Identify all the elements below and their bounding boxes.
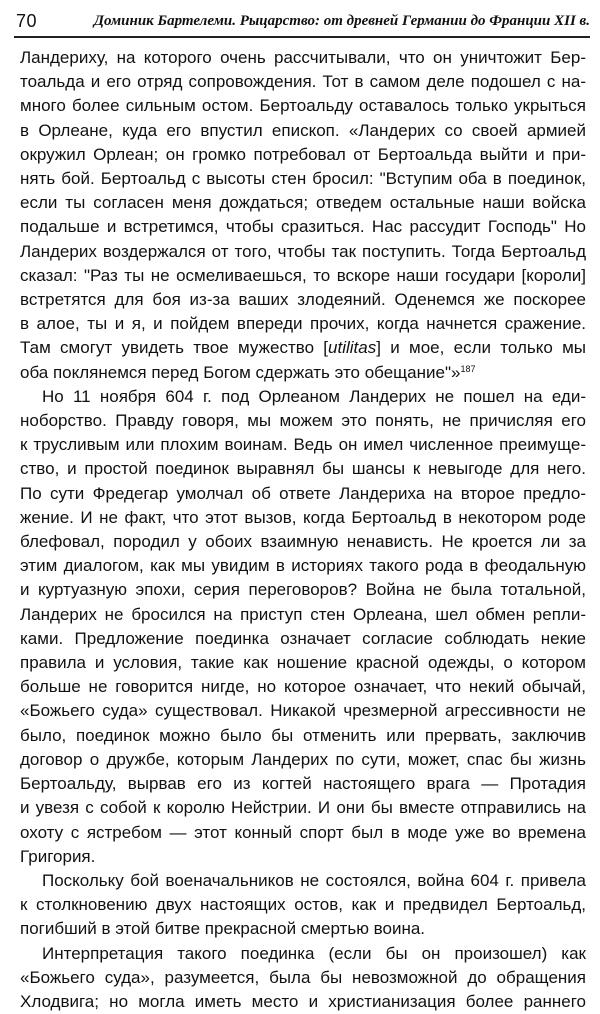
text-line: Интерпретация такого поединка (если бы он произошел) как [42, 943, 586, 963]
text-line: в алое, ты и я, и пойдем впереди прочих, когда начнется сражение. [20, 314, 586, 334]
text-line: Но 11 ноября 604 г. под Орлеаном Ландерих не пошел на еди- [42, 386, 586, 406]
text-line: блефовал, породил у обоих взаимную ненависть. Не кроется ли за [20, 532, 586, 552]
text-line: ками. Предложение поединка означает согласие соблюдать некие [20, 628, 586, 648]
footnote-ref: 187 [460, 363, 476, 374]
text-line: сказал: "Раз ты не осмеливаешься, то вскоре наши государи [короли] [20, 265, 586, 285]
text-line: охоту с ястребом — этот конный спорт был в моде уже во времена [20, 822, 586, 842]
text-line-quote-end [20, 361, 586, 385]
text-line: Хлодвига; но могла иметь место и христианизация более раннего [20, 991, 586, 1011]
text-line: в Орлеане, куда его впустил епископ. «Ландерих со своей армией [20, 120, 586, 140]
text-line: погибший в этой битве прекрасной смертью воина. [20, 919, 426, 939]
latin-term: utilitas [328, 338, 377, 358]
text-segment: оба поклянемся перед Богом сдержать это обещание"» [20, 362, 461, 382]
text-line: Бертоальду, вырвав его из когтей настоящего врага — Протадия [20, 774, 586, 794]
text-segment: Там смогут увидеть твое мужество [ [20, 338, 329, 358]
text-line: встретятся для боя из-за ваших злодеяний. Оденемся же поскорее [20, 290, 586, 310]
text-line: Ландерих не бросился на приступ стен Орлеана, шел обмен репли- [20, 604, 586, 624]
text-line: жение. И не факт, что этот вызов, когда Бертоальд в некотором роде [20, 507, 586, 527]
text-line: Ландериху, на которого очень рассчитывали, что он уничтожит Бер- [20, 48, 586, 67]
text-line: правила и условия, такие как ношение красной одежды, о котором [20, 653, 586, 673]
text-line: если ты согласен меня дождаться; отведем остальные наши войска [20, 193, 586, 213]
text-line: ноборство. Правду говоря, мы можем это понять, не причисляя его [20, 411, 586, 431]
page-header [14, 8, 590, 38]
text-line: договор о дружбе, которым Ландерих по сути, может, спас бы жизнь [20, 749, 586, 769]
text-line: этим диалогом, как мы увидим в историях такого рода в феодальную [20, 556, 586, 576]
text-segment: ] и мое, если только мы [376, 338, 586, 358]
text-line: и увезя с собой к королю Нейстрии. И они бы вместе отправились на [20, 798, 586, 818]
body-text [20, 46, 586, 1014]
text-line: много более сильным остом. Бертоальду оставалось только укрыться [20, 96, 586, 116]
text-line: Поскольку бой военачальников не состоялся, война 604 г. привела [42, 870, 586, 890]
text-line: Ландерих воздержался от того, чтобы так поступить. Тогда Бертоальд [20, 241, 586, 261]
text-line: По сути Фредегар умолчал об ответе Ландериха на второе предло- [20, 483, 586, 503]
text-line: больше не говорится нигде, но которое означает, что некий обычай, [20, 677, 586, 697]
text-line: «Божьего суда» существовал. Никакой чрезмерной агрессивности не [20, 701, 586, 721]
text-line: было, поединок можно было бы отменить или прервать, заключив [20, 725, 586, 745]
text-line: тоальда и его отряд сопровождения. Тот в самом деле подошел с на- [20, 72, 586, 92]
running-head: Доминик Бартелеми. Рыцарство: от древней Германии до Франции XII в. [93, 13, 590, 29]
text-line: окружил Орлеан; он громко потребовал от Бертоальда выйти и при- [20, 144, 586, 164]
text-line-utilitas [20, 336, 586, 360]
text-line: подальше и встретимся, чтобы сразиться. Нас рассудит Господь" Но [20, 217, 586, 237]
text-line: ство, и простой поединок выравнял бы шансы к невыгоде для него. [20, 459, 586, 479]
text-line: нять бой. Бертоальд с высоты стен бросил: "Вступим оба в поединок, [20, 169, 586, 189]
text-line: и куртуазную эпохи, серия переговоров? Война не была тотальной, [20, 580, 586, 600]
text-line: Григория. [20, 846, 96, 866]
page-number: 70 [16, 11, 38, 31]
text-line: «Божьего суда», разумеется, была бы невозможной до обращения [20, 967, 586, 987]
text-line: к трусливым или плохим воинам. Ведь он имел численное преимуще- [20, 435, 586, 455]
text-line: к столкновению двух настоящих остов, как и предвидел Бертоальд, [20, 895, 586, 915]
